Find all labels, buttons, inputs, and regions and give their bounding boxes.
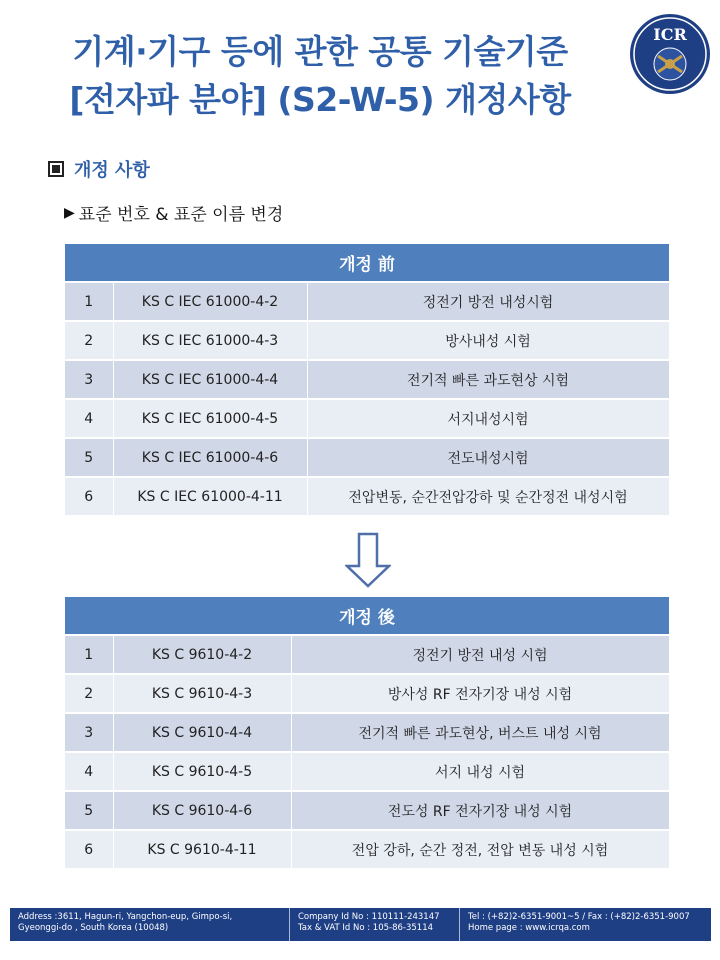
- footer-address: [10, 908, 290, 941]
- footer-contact: [460, 908, 711, 941]
- standard-code: KS C 9610-4-5: [113, 752, 291, 791]
- row-number: 3: [65, 713, 113, 752]
- table-row: [65, 674, 669, 713]
- table-row: [65, 830, 669, 869]
- table-row: [65, 321, 669, 360]
- standard-name: 전압변동, 순간전압강하 및 순간정전 내성시험: [307, 477, 669, 516]
- title-line-2: [전자파 분야] (S2-W-5) 개정사항: [69, 80, 571, 119]
- row-number: 2: [65, 321, 113, 360]
- square-bullet-icon: [48, 161, 64, 177]
- table-before-revision: [65, 244, 670, 517]
- table-row: [65, 282, 669, 321]
- row-number: 5: [65, 791, 113, 830]
- row-number: 5: [65, 438, 113, 477]
- section-heading: [48, 156, 150, 182]
- standard-name: 전압 강하, 순간 정전, 전압 변동 내성 시험: [291, 830, 669, 869]
- standard-name: 방사성 RF 전자기장 내성 시험: [291, 674, 669, 713]
- row-number: 1: [65, 282, 113, 321]
- address-line-1: Address :3611, Hagun-ri, Yangchon-eup, Gimpo-si,: [18, 912, 233, 922]
- document-title: [0, 28, 640, 124]
- standard-name: 서지 내성 시험: [291, 752, 669, 791]
- footer-bar: [10, 908, 711, 941]
- standard-name: 서지내성시험: [307, 399, 669, 438]
- table-row: [65, 360, 669, 399]
- standard-name: 정전기 방전 내성 시험: [291, 635, 669, 674]
- sub-heading: [64, 200, 283, 225]
- down-arrow-icon: [345, 532, 391, 588]
- table-row: [65, 399, 669, 438]
- sub-heading-text: 표준 번호 & 표준 이름 변경: [78, 205, 284, 225]
- logo-text: ICR: [653, 25, 687, 44]
- row-number: 1: [65, 635, 113, 674]
- footer-ids: [290, 908, 460, 941]
- standard-name: 전기적 빠른 과도현상 시험: [307, 360, 669, 399]
- icr-logo: [628, 12, 712, 96]
- homepage-link[interactable]: Home page : www.icrqa.com: [468, 923, 590, 933]
- standard-code: KS C 9610-4-4: [113, 713, 291, 752]
- standard-code: KS C IEC 61000-4-11: [113, 477, 307, 516]
- standard-code: KS C IEC 61000-4-5: [113, 399, 307, 438]
- standard-name: 전도내성시험: [307, 438, 669, 477]
- address-line-2: Gyeonggi-do , South Korea (10048): [18, 923, 169, 933]
- table-before-header: 개정 前: [65, 244, 669, 282]
- table-after-revision: [65, 597, 670, 870]
- standard-name: 방사내성 시험: [307, 321, 669, 360]
- table-after-header: 개정 後: [65, 597, 669, 635]
- standard-code: KS C IEC 61000-4-4: [113, 360, 307, 399]
- standard-code: KS C 9610-4-2: [113, 635, 291, 674]
- row-number: 3: [65, 360, 113, 399]
- table-row: [65, 477, 669, 516]
- standard-name: 전도성 RF 전자기장 내성 시험: [291, 791, 669, 830]
- table-row: [65, 752, 669, 791]
- standard-code: KS C IEC 61000-4-2: [113, 282, 307, 321]
- standard-code: KS C IEC 61000-4-3: [113, 321, 307, 360]
- company-id: Company Id No : 110111-243147: [298, 912, 440, 922]
- table-row: [65, 791, 669, 830]
- standard-code: KS C 9610-4-3: [113, 674, 291, 713]
- table-row: [65, 635, 669, 674]
- triangle-right-icon: ▶: [64, 204, 75, 221]
- table-row: [65, 438, 669, 477]
- standard-code: KS C 9610-4-11: [113, 830, 291, 869]
- section-heading-text: 개정 사항: [74, 160, 150, 181]
- row-number: 6: [65, 830, 113, 869]
- title-line-1: 기계·기구 등에 관한 공통 기술기준: [72, 32, 568, 71]
- table-row: [65, 713, 669, 752]
- row-number: 6: [65, 477, 113, 516]
- row-number: 4: [65, 399, 113, 438]
- vat-id: Tax & VAT Id No : 105-86-35114: [298, 923, 434, 933]
- row-number: 4: [65, 752, 113, 791]
- standard-name: 정전기 방전 내성시험: [307, 282, 669, 321]
- standard-name: 전기적 빠른 과도현상, 버스트 내성 시험: [291, 713, 669, 752]
- tel-fax: Tel : (+82)2-6351-9001~5 / Fax : (+82)2-6351-9007: [468, 912, 690, 922]
- standard-code: KS C IEC 61000-4-6: [113, 438, 307, 477]
- row-number: 2: [65, 674, 113, 713]
- standard-code: KS C 9610-4-6: [113, 791, 291, 830]
